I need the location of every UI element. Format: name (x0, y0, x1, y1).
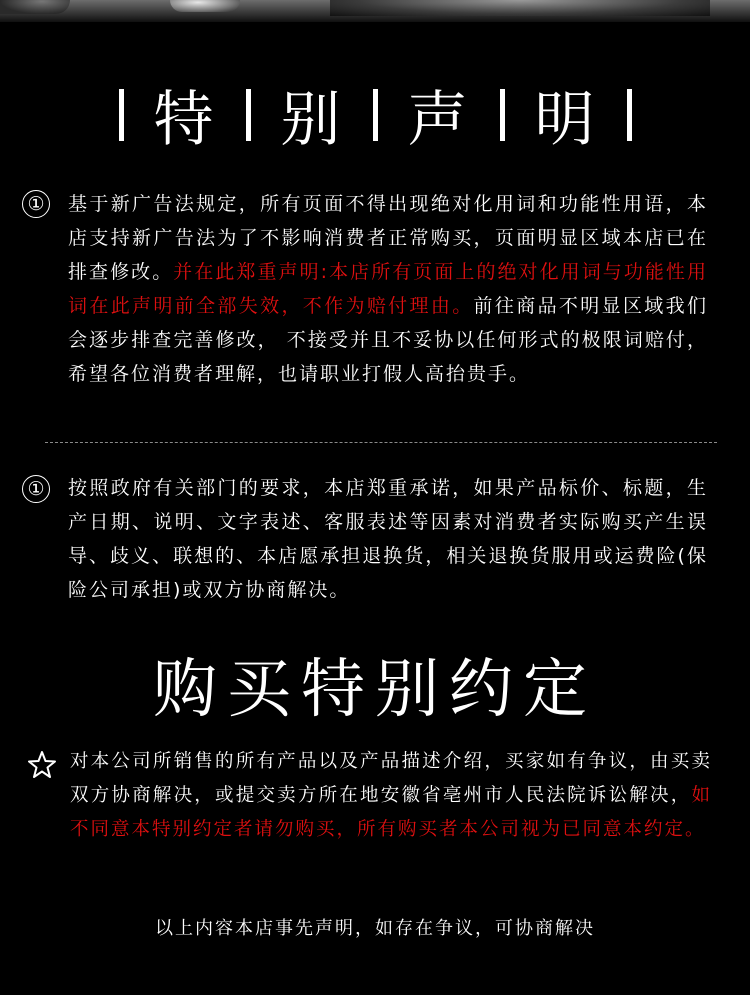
notice1-paragraph (68, 187, 708, 391)
notice2-number: ① (22, 475, 50, 503)
notice1-text: 基于新广告法规定，所有页面不得出现绝对化用词和功能性用语，本店支持新广告法为了不影响消费者正常购买，页面明显区域本店已在排查修改。 (68, 193, 708, 283)
photo-fragment (0, 0, 70, 14)
notice1-number: ① (22, 190, 50, 218)
title-char: 明 (534, 85, 597, 155)
star-outline-icon (27, 750, 57, 780)
agreement-red-text: 如不同意本特别约定者请勿购买，所有购买者本公司视为已同意本约定。 (70, 785, 712, 840)
title-divider-bar (627, 89, 632, 141)
notice1-red-text: 并在此郑重声明:本店所有页面上的绝对化用词与功能性用词在此声明前全部失效，不作为赔付理由。 (68, 261, 708, 317)
title-divider-bar (500, 89, 505, 141)
title-char: 声 (407, 85, 470, 155)
footer-note: 以上内容本店事先声明，如存在争议，可协商解决 (155, 918, 595, 939)
title-char: 别 (280, 85, 343, 155)
title-divider-bar (373, 89, 378, 141)
agreement-text: 对本公司所销售的所有产品以及产品描述介绍，买家如有争议，由买卖双方协商解决，或提交卖方所在地安徽省亳州市人民法院诉讼解决， (70, 751, 712, 806)
section-divider (45, 442, 717, 443)
notice2-paragraph: 按照政府有关部门的要求，本店郑重承诺，如果产品标价、标题，生产日期、说明、文字表述、客服表述等因素对消费者实际购买产生误导、歧义、联想的、本店愿承担退换货，相关退换货服用或运费险(保险公司承担)或双方协商解决。 (68, 477, 708, 601)
notice1-text: 前往商品不明显区域我们会逐步排查完善修改， 不接受并且不妥协以任何形式的极限词赔付，希望各位消费者理解，也请职业打假人高抬贵手。 (68, 295, 708, 385)
title-char: 特 (153, 85, 216, 155)
page-title-special-statement (0, 80, 750, 155)
photo-fragment (170, 0, 240, 12)
photo-fragment (330, 0, 710, 16)
top-photo-strip (0, 0, 750, 22)
agreement-paragraph (70, 745, 712, 847)
title-divider-bar (119, 89, 124, 141)
section-title-purchase-agreement: 购买特别约定 (153, 653, 597, 727)
title-divider-bar (246, 89, 251, 141)
